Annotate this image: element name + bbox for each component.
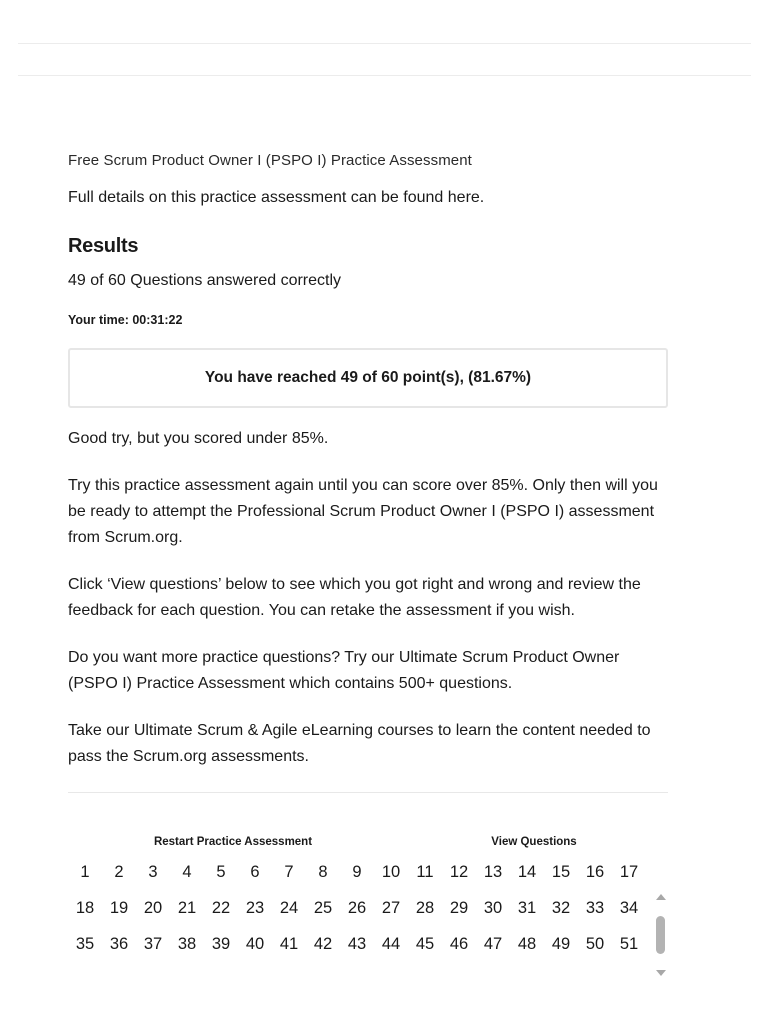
question-nav-item[interactable]: 20 (143, 898, 163, 917)
details-link[interactable]: here (447, 189, 480, 206)
question-nav-item[interactable]: 22 (211, 898, 231, 917)
question-nav-item[interactable]: 38 (177, 934, 197, 953)
question-nav-item[interactable]: 39 (211, 934, 231, 953)
question-nav-item[interactable]: 28 (415, 898, 435, 917)
question-nav-item[interactable]: 18 (75, 898, 95, 917)
header-divider-bottom (18, 75, 751, 76)
details-line (68, 187, 668, 209)
question-nav-item[interactable]: 34 (619, 898, 639, 917)
details-period: . (479, 189, 485, 206)
question-nav-item[interactable]: 7 (284, 862, 294, 881)
question-nav-item[interactable]: 30 (483, 898, 503, 917)
section-divider (68, 792, 668, 793)
question-nav-item[interactable]: 25 (313, 898, 333, 917)
question-nav-scrollbar[interactable] (654, 890, 668, 980)
question-nav-item[interactable]: 19 (109, 898, 129, 917)
question-nav-item[interactable]: 15 (551, 862, 571, 881)
question-nav-item[interactable]: 50 (585, 934, 605, 953)
question-nav-item[interactable]: 37 (143, 934, 163, 953)
question-nav-grid (68, 854, 646, 962)
question-nav-item[interactable]: 29 (449, 898, 469, 917)
question-nav-item[interactable]: 17 (619, 862, 639, 881)
question-nav-item[interactable]: 35 (75, 934, 95, 953)
question-nav-item[interactable]: 40 (245, 934, 265, 953)
question-nav-item[interactable]: 8 (318, 862, 328, 881)
assessment-results (68, 150, 668, 793)
question-nav-item[interactable]: 14 (517, 862, 537, 881)
question-nav-item[interactable]: 26 (347, 898, 367, 917)
question-nav-list[interactable] (68, 862, 668, 982)
question-nav-row (68, 854, 646, 890)
question-nav-item[interactable]: 41 (279, 934, 299, 953)
question-nav-item[interactable]: 49 (551, 934, 571, 953)
feedback-elearning: Take our Ultimate Scrum & Agile eLearning courses to learn the content needed to pass the Scrum.org assessments. (68, 722, 651, 765)
question-nav-item[interactable]: 2 (114, 862, 124, 881)
question-nav-item[interactable]: 24 (279, 898, 299, 917)
question-nav-row (68, 926, 646, 962)
question-nav-item[interactable]: 51 (619, 934, 639, 953)
feedback-retry: Try this practice assessment again until you can score over 85%. Only then will you be ready to attempt the Professional Scrum Product Owner I (PSPO I) assessment from Scrum.org. (68, 477, 658, 546)
points-box (68, 348, 668, 408)
question-nav-item[interactable]: 46 (449, 934, 469, 953)
question-nav-item[interactable]: 12 (449, 862, 469, 881)
scroll-thumb[interactable] (656, 916, 665, 954)
question-nav-item[interactable]: 44 (381, 934, 401, 953)
question-nav-row (68, 890, 646, 926)
question-nav-item[interactable]: 33 (585, 898, 605, 917)
question-nav-item[interactable]: 11 (416, 862, 434, 881)
question-nav-item[interactable]: 43 (347, 934, 367, 953)
question-nav-item[interactable]: 16 (585, 862, 605, 881)
feedback-more-questions: Do you want more practice questions? Try our Ultimate Scrum Product Owner (PSPO I) Practice Assessment which contains 500+ questions. (68, 649, 620, 692)
question-nav-item[interactable]: 31 (517, 898, 537, 917)
question-nav-item[interactable]: 42 (313, 934, 333, 953)
question-nav-item[interactable]: 5 (216, 862, 226, 881)
question-nav-item[interactable]: 1 (80, 862, 90, 881)
question-nav-item[interactable]: 45 (415, 934, 435, 953)
points-text: You have reached 49 of 60 point(s), (81.67%) (204, 369, 532, 386)
restart-assessment-button[interactable]: Restart Practice Assessment (133, 826, 333, 858)
question-nav-item[interactable]: 36 (109, 934, 129, 953)
question-nav-item[interactable]: 13 (483, 862, 503, 881)
view-questions-button[interactable]: View Questions (448, 826, 620, 858)
question-nav-item[interactable]: 21 (177, 898, 197, 917)
results-heading: Results (68, 235, 139, 257)
time-taken: Your time: 00:31:22 (68, 313, 183, 327)
question-nav-item[interactable]: 6 (250, 862, 260, 881)
question-nav-item[interactable]: 23 (245, 898, 265, 917)
page-title: Free Scrum Product Owner I (PSPO I) Practice Assessment (68, 152, 472, 169)
scroll-up-arrow-icon[interactable] (656, 894, 666, 900)
scroll-down-arrow-icon[interactable] (656, 970, 666, 976)
question-nav-item[interactable]: 27 (381, 898, 401, 917)
question-nav-item[interactable]: 47 (483, 934, 503, 953)
details-text: Full details on this practice assessment can be found (68, 189, 448, 206)
question-nav-item[interactable]: 4 (182, 862, 192, 881)
question-nav-item[interactable]: 48 (517, 934, 537, 953)
feedback-view-questions: Click ‘View questions’ below to see which you got right and wrong and review the feedback for each question. You can retake the assessment if you wish. (68, 576, 641, 619)
question-nav-item[interactable]: 3 (148, 862, 158, 881)
question-nav-item[interactable]: 9 (352, 862, 362, 881)
answered-count: 49 of 60 Questions answered correctly (68, 272, 342, 289)
question-nav-item[interactable]: 32 (551, 898, 571, 917)
header-divider-top (18, 43, 751, 44)
feedback-score: Good try, but you scored under 85%. (68, 430, 329, 447)
question-nav-item[interactable]: 10 (381, 862, 401, 881)
